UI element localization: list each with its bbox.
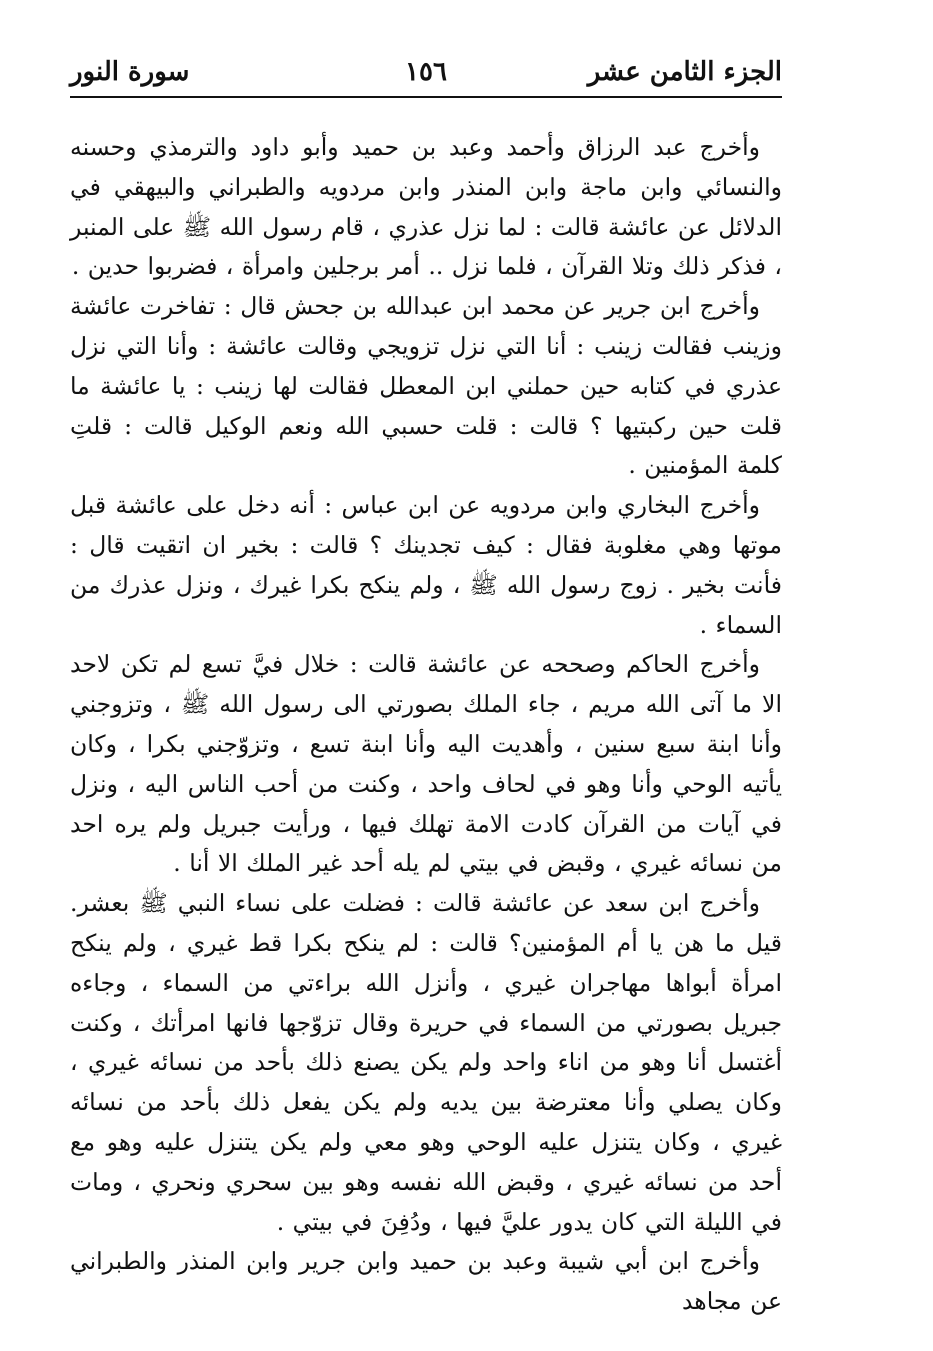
paragraph <box>70 486 782 645</box>
paragraph-text: وأخرج ابن جرير عن محمد ابن عبدالله بن جحش قال : تفاخرت عائشة وزينب فقالت زينب : أنا التي نزل تزويجي وقالت عائشة : وأنا التي نزل عذري في كتابه حين حملني ابن المعطل فقالت لها زينب : يا عائشة ما قلت حين ركبتيها ؟ قالت : قلت حسبي الله ونعم الوكيل قالت : قلتِ كلمة المؤمنين . <box>70 292 782 480</box>
paragraph-text: وأخرج ابن أبي شيبة وعبد بن حميد وابن جرير وابن المنذر والطبراني عن مجاهد <box>70 1247 782 1316</box>
page-header <box>70 52 782 94</box>
paragraph-text: وأخرج الحاكم وصححه عن عائشة قالت : خلال فيَّ تسع لم تكن لاحد الا ما آتى الله مريم ، جاء الملك بصورتي الى رسول الله ﷺ ، وتزوجني وأنا ابنة سبع سنين ، وأهديت اليه وأنا ابنة تسع ، وتزوّجني بكرا ، وكان يأتيه الوحي وأنا وهو في لحاف واحد ، وكنت من أحب الناس اليه ، ونزل في آيات من القرآن كادت الامة تهلك فيها ، ورأيت جبريل ولم يره احد من نسائه غيري ، وقبض في بيتي لم يله أحد غير الملك الا أنا . <box>70 650 782 878</box>
paragraph-text: وأخرج عبد الرزاق وأحمد وعبد بن حميد وأبو داود والترمذي وحسنه والنسائي وابن ماجة وابن المنذر وابن مردويه والطبراني والبيهقي في الدلائل عن عائشة قالت : لما نزل عذري ، قام رسول الله ﷺ على المنبر ، فذكر ذلك وتلا القرآن ، فلما نزل .. أمر برجلين وامرأة ، فضربوا حدين . <box>70 133 782 281</box>
page-number: ١٥٦ <box>405 57 447 87</box>
paragraph <box>70 287 782 486</box>
paragraph <box>70 1242 782 1322</box>
paragraph <box>70 645 782 884</box>
paragraph <box>70 128 782 287</box>
paragraph-text: وأخرج ابن سعد عن عائشة قالت : فضلت على نساء النبي ﷺ بعشر. قيل ما هن يا أم المؤمنين؟ قالت : لم ينكح بكرا قط غيري ، ولم ينكح امرأة أبواها مهاجران غيري ، وأنزل الله براءتي من السماء ، وجاءه جبريل بصورتي من السماء في حريرة وقال تزوّجها فانها امرأتك ، وكنت أغتسل أنا وهو من اناء واحد ولم يكن يصنع ذلك بأحد من نسائه غيري ، وكان يصلي وأنا معترضة بين يديه ولم يكن يفعل ذلك بأحد من نسائه غيري ، وكان يتنزل عليه الوحي وهو معي ولم يكن يتنزل عليه وهو مع أحد من نسائه غيري ، وقبض الله نفسه وهو بين سحري ونحري ، ومات في الليلة التي كان يدور عليَّ فيها ، ودُفِنَ في بيتي . <box>70 889 782 1236</box>
paragraph-text: وأخرج البخاري وابن مردويه عن ابن عباس : أنه دخل على عائشة قبل موتها وهي مغلوبة فقال : كيف تجدينك ؟ قالت : بخير ان اتقيت قال : فأنت بخير . زوج رسول الله ﷺ ، ولم ينكح بكرا غيرك ، ونزل عذرك من السماء . <box>70 491 782 639</box>
header-divider <box>70 96 782 98</box>
surah-title: سورة النور <box>70 57 190 87</box>
paragraph <box>70 884 782 1242</box>
body-text <box>70 128 782 1322</box>
document-page <box>70 0 782 1351</box>
part-title: الجزء الثامن عشر <box>587 57 782 87</box>
